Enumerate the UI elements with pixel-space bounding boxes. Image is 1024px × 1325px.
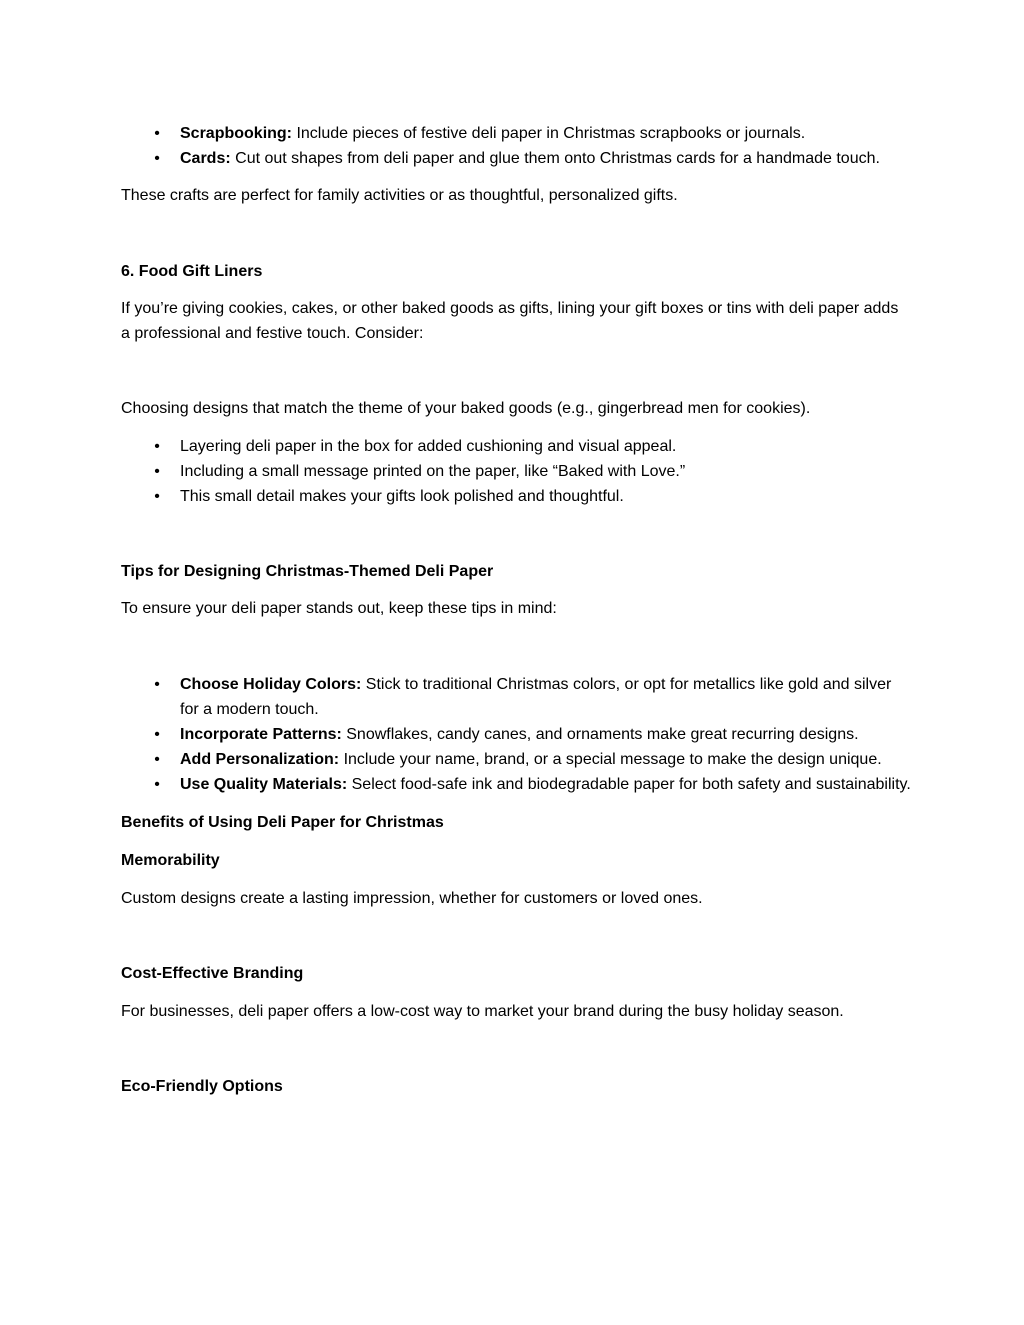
- tips-heading: Tips for Designing Christmas-Themed Deli Paper: [121, 563, 494, 580]
- eco-friendly-heading: Eco-Friendly Options: [121, 1078, 283, 1095]
- food-gift-list: [121, 434, 911, 509]
- benefits-heading: Benefits of Using Deli Paper for Christmas: [121, 814, 444, 831]
- bullet-icon: •: [154, 488, 160, 505]
- list-item-text: Include your name, brand, or a special message to make the design unique.: [339, 751, 882, 768]
- list-item-term: Scrapbooking:: [180, 125, 293, 142]
- bullet-icon: •: [154, 751, 160, 768]
- list-item: [121, 146, 911, 171]
- list-item-text: Select food-safe ink and biodegradable paper for both safety and sustainability.: [347, 776, 911, 793]
- list-item-term: Cards:: [180, 150, 231, 167]
- list-item-text: Include pieces of festive deli paper in Christmas scrapbooks or journals.: [292, 125, 806, 142]
- list-item-text: Including a small message printed on the paper, like “Baked with Love.”: [180, 463, 686, 480]
- list-item-term: Incorporate Patterns:: [180, 726, 342, 743]
- crafts-paragraph: These crafts are perfect for family activities or as thoughtful, personalized gifts.: [121, 187, 678, 204]
- tips-list: [121, 672, 911, 797]
- bullet-icon: •: [154, 150, 160, 167]
- list-item: [121, 722, 911, 747]
- list-item-text: Snowflakes, candy canes, and ornaments make great recurring designs.: [341, 726, 859, 743]
- bullet-icon: •: [154, 438, 160, 455]
- tips-paragraph: To ensure your deli paper stands out, keep these tips in mind:: [121, 600, 557, 617]
- cost-effective-paragraph: For businesses, deli paper offers a low-cost way to market your brand during the busy holiday season.: [121, 1003, 844, 1020]
- list-item-text: Layering deli paper in the box for added cushioning and visual appeal.: [180, 438, 677, 455]
- list-item-text: Cut out shapes from deli paper and glue them onto Christmas cards for a handmade touch.: [230, 150, 880, 167]
- food-gift-heading: 6. Food Gift Liners: [121, 263, 263, 280]
- list-item-term: Choose Holiday Colors:: [180, 676, 362, 693]
- memorability-paragraph: Custom designs create a lasting impression, whether for customers or loved ones.: [121, 890, 703, 907]
- cost-effective-heading: Cost-Effective Branding: [121, 965, 304, 982]
- list-item-text: Stick to traditional Christmas colors, or opt for metallics like gold and silver for a modern touch.: [180, 676, 892, 718]
- list-item: [121, 672, 911, 722]
- memorability-heading: Memorability: [121, 852, 220, 869]
- list-item: [121, 434, 911, 459]
- page-content: [121, 121, 911, 1099]
- list-item-term: Add Personalization:: [180, 751, 340, 768]
- bullet-icon: •: [154, 726, 160, 743]
- crafts-list: [121, 121, 911, 171]
- bullet-icon: •: [154, 463, 160, 480]
- food-gift-paragraph: If you’re giving cookies, cakes, or other baked goods as gifts, lining your gift boxes or tins with deli paper adds a professional and festive touch. Consider:: [121, 300, 899, 342]
- list-item: [121, 484, 911, 509]
- list-item-text: This small detail makes your gifts look polished and thoughtful.: [180, 488, 624, 505]
- choosing-paragraph: Choosing designs that match the theme of your baked goods (e.g., gingerbread men for cookies).: [121, 400, 811, 417]
- bullet-icon: •: [154, 776, 160, 793]
- list-item: [121, 121, 911, 146]
- bullet-icon: •: [154, 676, 160, 693]
- bullet-icon: •: [154, 125, 160, 142]
- list-item: [121, 459, 911, 484]
- list-item-term: Use Quality Materials:: [180, 776, 348, 793]
- list-item: [121, 747, 911, 772]
- list-item: [121, 772, 911, 797]
